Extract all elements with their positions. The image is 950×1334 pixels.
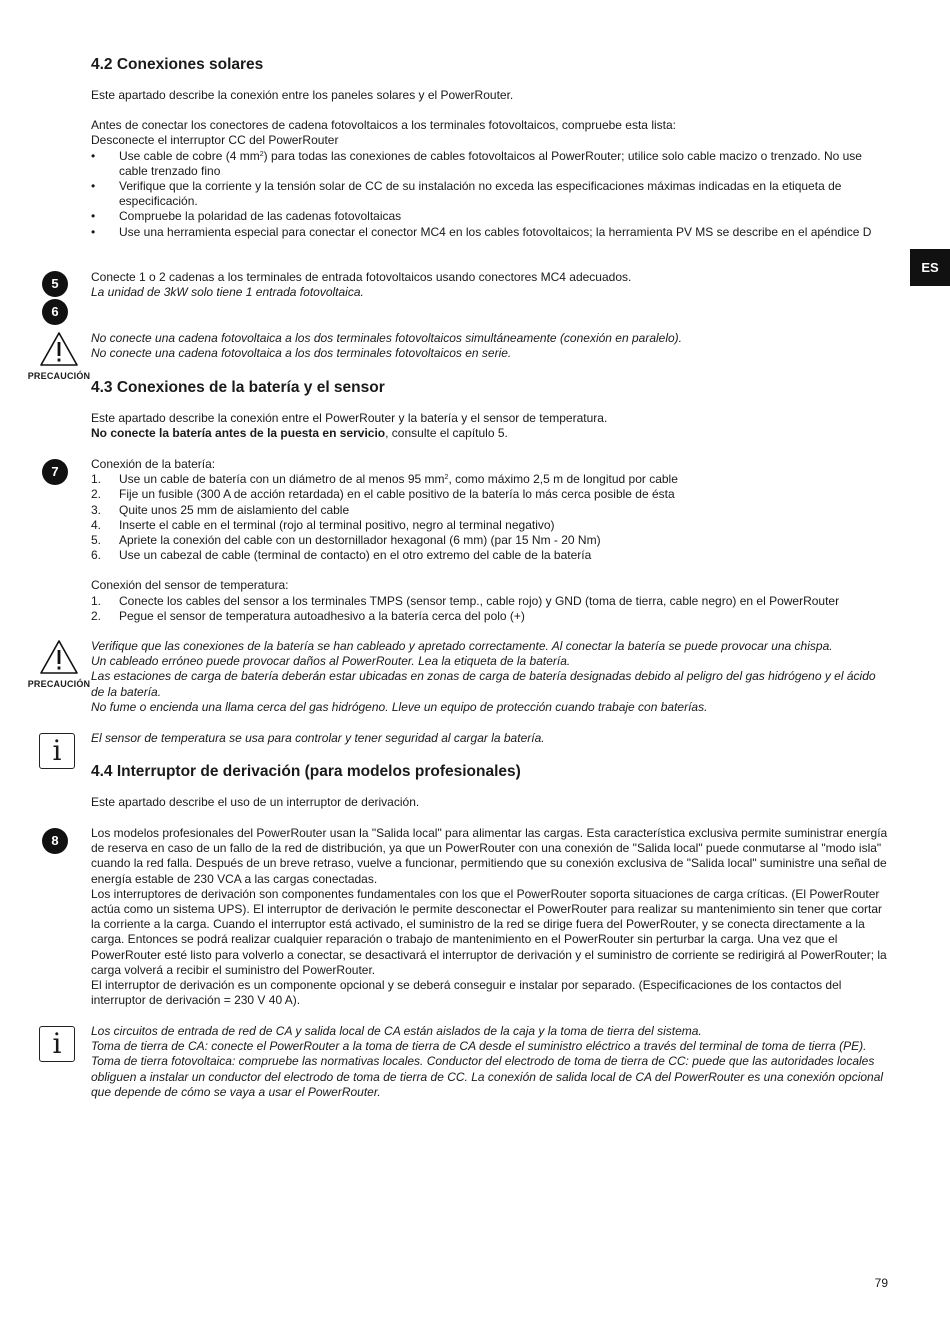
caution-line: Verifique que las conexiones de la batería se han cableado y apretado correctamente. Al conectar la batería se puede provocar una chispa. xyxy=(91,639,833,653)
info-text-2 xyxy=(91,1024,891,1100)
paragraph: Los interruptores de derivación son componentes fundamentales con los que el PowerRouter soporta situaciones de carga críticas. (El PowerRouter actúa como un sistema UPS). El interruptor de derivación le permite desconectar el PowerRouter para realizar su mantenimiento sin tener que cortar la corriente a la carga. Cuando el interruptor está activado, el suministro de la red se dirige fuera del PowerRouter, y se conecta directamente a la carga. Entonces se podrá realizar cualquier reparación o trabajo de mantenimiento en el PowerRouter sin perturbar la carga. Una vez que el PowerRouter esté listo para volverlo a conectar, se desactivará el interruptor de derivación y el suministro de corriente se redirigirá al PowerRouter; la carga volverá a recibir el suministro del PowerRouter. xyxy=(91,886,887,977)
note-3kw: La unidad de 3kW solo tiene 1 entrada fotovoltaica. xyxy=(91,285,364,300)
battery-connection xyxy=(91,457,891,624)
caution-line: No conecte una cadena fotovoltaica a los dos terminales fotovoltaicos simultáneamente (conexión en paralelo). xyxy=(91,331,683,345)
bypass-description xyxy=(91,826,891,1008)
list-item: • Compruebe la polaridad de las cadenas fotovoltaicas xyxy=(91,209,402,224)
warning-triangle-icon xyxy=(39,331,79,367)
sensor-step: 2. Pegue el sensor de temperatura autoadhesivo a la batería cerca del polo (+) xyxy=(91,608,525,623)
battery-step: 4. Inserte el cable en el terminal (rojo al terminal positivo, negro al terminal negativo) xyxy=(91,517,555,532)
section-4-3-intro xyxy=(91,411,891,441)
section-title: 4.4 Interruptor de derivación (para modelos profesionales) xyxy=(91,763,521,780)
sensor-heading: Conexión del sensor de temperatura: xyxy=(91,578,289,593)
battery-steps xyxy=(91,472,891,563)
caution-line: No fume o encienda una llama cerca del gas hidrógeno. Lleve un equipo de protección cuando trabaje con baterías. xyxy=(91,699,708,714)
section-title: 4.2 Conexiones solares xyxy=(91,56,264,73)
info-line: Los circuitos de entrada de red de CA y salida local de CA están aislados de la caja y la toma de tierra del sistema. xyxy=(91,1024,702,1038)
caution-line: Las estaciones de carga de batería deberán estar ubicadas en zonas de carga de batería designadas debido al peligro del gas hidrógeno y el ácido de la batería. xyxy=(91,669,876,699)
info-text-1 xyxy=(91,731,891,746)
caution-label: PRECAUCIÓN xyxy=(27,371,91,382)
info-line: Toma de tierra de CA: conecte el PowerRouter a la toma de tierra de CA desde el suministro eléctrico a través del terminal de toma de tierra (PE). xyxy=(91,1039,867,1054)
section-4-3-header xyxy=(91,378,891,397)
intro-text: Este apartado describe el uso de un interruptor de derivación. xyxy=(91,795,420,809)
page-number: 79 xyxy=(874,1276,888,1290)
section-4-4-intro xyxy=(91,795,891,810)
intro-text: Este apartado describe la conexión entre el PowerRouter y la batería y el sensor de temperatura. xyxy=(91,411,608,425)
section-title: 4.3 Conexiones de la batería y el sensor xyxy=(91,379,385,396)
step-badge-7: 7 xyxy=(42,459,68,485)
list-item: • Verifique que la corriente y la tensión solar de CC de su instalación no exceda las especificaciones máximas indicadas en la etiqueta de especificación. xyxy=(91,179,842,209)
section-4-2-header xyxy=(91,55,891,74)
caution-label: PRECAUCIÓN xyxy=(27,679,91,690)
step-badge-5: 5 xyxy=(42,271,68,297)
connect-text: Conecte 1 o 2 cadenas a los terminales de entrada fotovoltaicos usando conectores MC4 adecuados. xyxy=(91,270,632,284)
info-line: El sensor de temperatura se usa para controlar y tener seguridad al cargar la batería. xyxy=(91,731,545,745)
battery-step: 5. Apriete la conexión del cable con un destornillador hexagonal (6 mm) (par 15 Nm - 20 Nm) xyxy=(91,533,601,548)
checklist-intro: Antes de conectar los conectores de cadena fotovoltaicos a los terminales fotovoltaicos, compruebe esta lista: xyxy=(91,118,676,133)
language-tab: ES xyxy=(910,249,950,286)
sensor-steps xyxy=(91,594,891,624)
battery-step: 6. Use un cabezal de cable (terminal de contacto) en el otro extremo del cable de la batería xyxy=(91,548,592,563)
caution-icon-1 xyxy=(24,331,94,384)
info-line: Toma de tierra fotovoltaica: compruebe las normativas locales. Conductor del electrodo de toma de tierra de CC: puede que las autoridades locales obliguen a instalar un conductor del electrodo de toma de tierra de CC. La conexión de salida local de CA del PowerRouter es una conexión opcional que depende de cómo se vaya a usar el PowerRouter. xyxy=(91,1054,884,1099)
list-item: • Use cable de cobre (4 $mm^2$) para todas las conexiones de cables fotovoltaicos al PowerRouter; utilice solo cable macizo o trenzado. No use cable trenzado fino xyxy=(91,148,862,178)
connect-instructions xyxy=(91,270,891,300)
checklist-first: Desconecte el interruptor CC del PowerRouter xyxy=(91,133,339,148)
paragraph: Los modelos profesionales del PowerRouter usan la "Salida local" para alimentar las cargas. Esta característica exclusiva permite suministrar energía de reserva en caso de un fallo de la red de distribución, ya que un PowerRouter con una conexión de "Salida local" puede conmutarse al "modo isla" cuando la red falla. Después de un breve retraso, vuelve a funcionar, permitiendo que su conexión exclusiva de "Salida local" suministre una señal de energía estable de 230 VCA a las cargas conectadas. xyxy=(91,826,888,886)
step-badge-6: 6 xyxy=(42,299,68,325)
caution-icon-2 xyxy=(24,639,94,692)
list-item: • Use una herramienta especial para conectar el conector MC4 en los cables fotovoltaicos; la herramienta PV MS se describe en el apéndice D xyxy=(91,224,872,239)
battery-heading: Conexión de la batería: xyxy=(91,457,216,471)
caution-line: Un cableado erróneo puede provocar daños al PowerRouter. Lea la etiqueta de la batería. xyxy=(91,654,571,669)
battery-warning: No conecte la batería antes de la puesta en servicio, consulte el capítulo 5. xyxy=(91,426,508,441)
intro-text: Este apartado describe la conexión entre los paneles solares y el PowerRouter. xyxy=(91,88,514,102)
paragraph: El interruptor de derivación es un componente opcional y se deberá conseguir e instalar por separado. (Especificaciones de los contactos del interruptor de derivación = 230 V 40 A). xyxy=(91,978,842,1008)
caution-text-1 xyxy=(91,331,891,361)
sensor-step: 1. Conecte los cables del sensor a los terminales TMPS (sensor temp., cable rojo) y GND (toma de tierra, cable negro) en el PowerRouter xyxy=(91,593,840,608)
caution-text-2 xyxy=(91,639,891,715)
warning-triangle-icon xyxy=(39,639,79,675)
checklist xyxy=(91,149,891,240)
section-4-4-header xyxy=(91,762,891,781)
step-badge-8: 8 xyxy=(42,828,68,854)
section-4-2-body xyxy=(91,88,891,240)
battery-step: 3. Quite unos 25 mm de aislamiento del cable xyxy=(91,502,350,517)
info-icon: i xyxy=(39,733,75,769)
caution-line: No conecte una cadena fotovoltaica a los dos terminales fotovoltaicos en serie. xyxy=(91,346,512,361)
battery-step: 1. Use un cable de batería con un diámetro de al menos 95 $mm^2$, como máximo 2,5 m de longitud por cable xyxy=(91,472,678,487)
info-icon: i xyxy=(39,1026,75,1062)
battery-step: 2. Fije un fusible (300 A de acción retardada) en el cable positivo de la batería lo más cerca posible de ésta xyxy=(91,487,675,502)
